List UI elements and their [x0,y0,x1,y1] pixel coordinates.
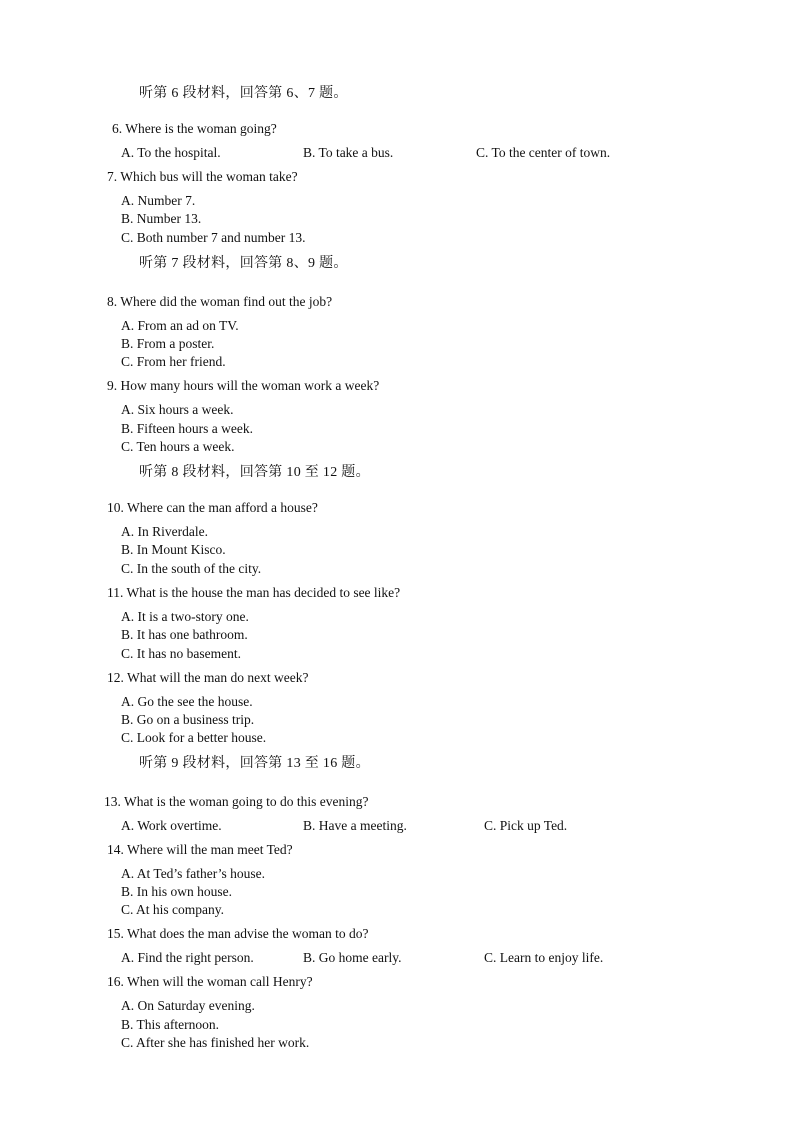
option-10a: A. In Riverdale. [121,524,208,539]
option-10c: C. In the south of the city. [121,561,262,576]
option-9c: C. Ten hours a week. [121,439,235,454]
question-7: 7. Which bus will the woman take? [107,169,298,184]
option-8a: A. From an ad on TV. [121,318,239,333]
option-15b: B. Go home early. [303,950,402,965]
option-7a: A. Number 7. [121,193,196,208]
option-10b: B. In Mount Kisco. [121,542,226,557]
option-15c: C. Learn to enjoy life. [484,950,604,965]
option-11b: B. It has one bathroom. [121,627,248,642]
question-13: 13. What is the woman going to do this evening? [104,794,369,809]
question-15: 15. What does the man advise the woman to do? [107,926,369,941]
option-9a: A. Six hours a week. [121,402,234,417]
question-8: 8. Where did the woman find out the job? [107,294,333,309]
option-8c: C. From her friend. [121,354,226,369]
option-6a: A. To the hospital. [121,145,221,160]
option-13c: C. Pick up Ted. [484,818,568,833]
option-14b: B. In his own house. [121,884,232,899]
option-8b: B. From a poster. [121,336,215,351]
option-11c: C. It has no basement. [121,646,241,661]
option-14a: A. At Ted’s father’s house. [121,866,266,881]
option-7c: C. Both number 7 and number 13. [121,230,306,245]
option-14c: C. At his company. [121,902,224,917]
question-6: 6. Where is the woman going? [112,121,277,136]
section-heading-9: 听第 9 段材料，回答第 13 至 16 题。 [139,756,370,771]
option-13a: A. Work overtime. [121,818,222,833]
question-12: 12. What will the man do next week? [107,670,309,685]
option-16c: C. After she has finished her work. [121,1035,310,1050]
question-10: 10. Where can the man afford a house? [107,500,318,515]
option-12a: A. Go the see the house. [121,694,253,709]
question-14: 14. Where will the man meet Ted? [107,842,293,857]
option-15a: A. Find the right person. [121,950,254,965]
option-16a: A. On Saturday evening. [121,998,255,1013]
section-heading-7: 听第 7 段材料，回答第 8、9 题。 [139,256,348,271]
question-11: 11. What is the house the man has decided to see like? [107,585,401,600]
section-heading-6: 听第 6 段材料，回答第 6、7 题。 [139,86,348,101]
option-9b: B. Fifteen hours a week. [121,421,253,436]
question-16: 16. When will the woman call Henry? [107,974,313,989]
option-7b: B. Number 13. [121,211,202,226]
option-12b: B. Go on a business trip. [121,712,255,727]
option-12c: C. Look for a better house. [121,730,267,745]
option-11a: A. It is a two-story one. [121,609,249,624]
option-6c: C. To the center of town. [476,145,611,160]
option-13b: B. Have a meeting. [303,818,407,833]
section-heading-8: 听第 8 段材料，回答第 10 至 12 题。 [139,465,370,480]
question-9: 9. How many hours will the woman work a week? [107,378,380,393]
option-16b: B. This afternoon. [121,1017,219,1032]
option-6b: B. To take a bus. [303,145,394,160]
